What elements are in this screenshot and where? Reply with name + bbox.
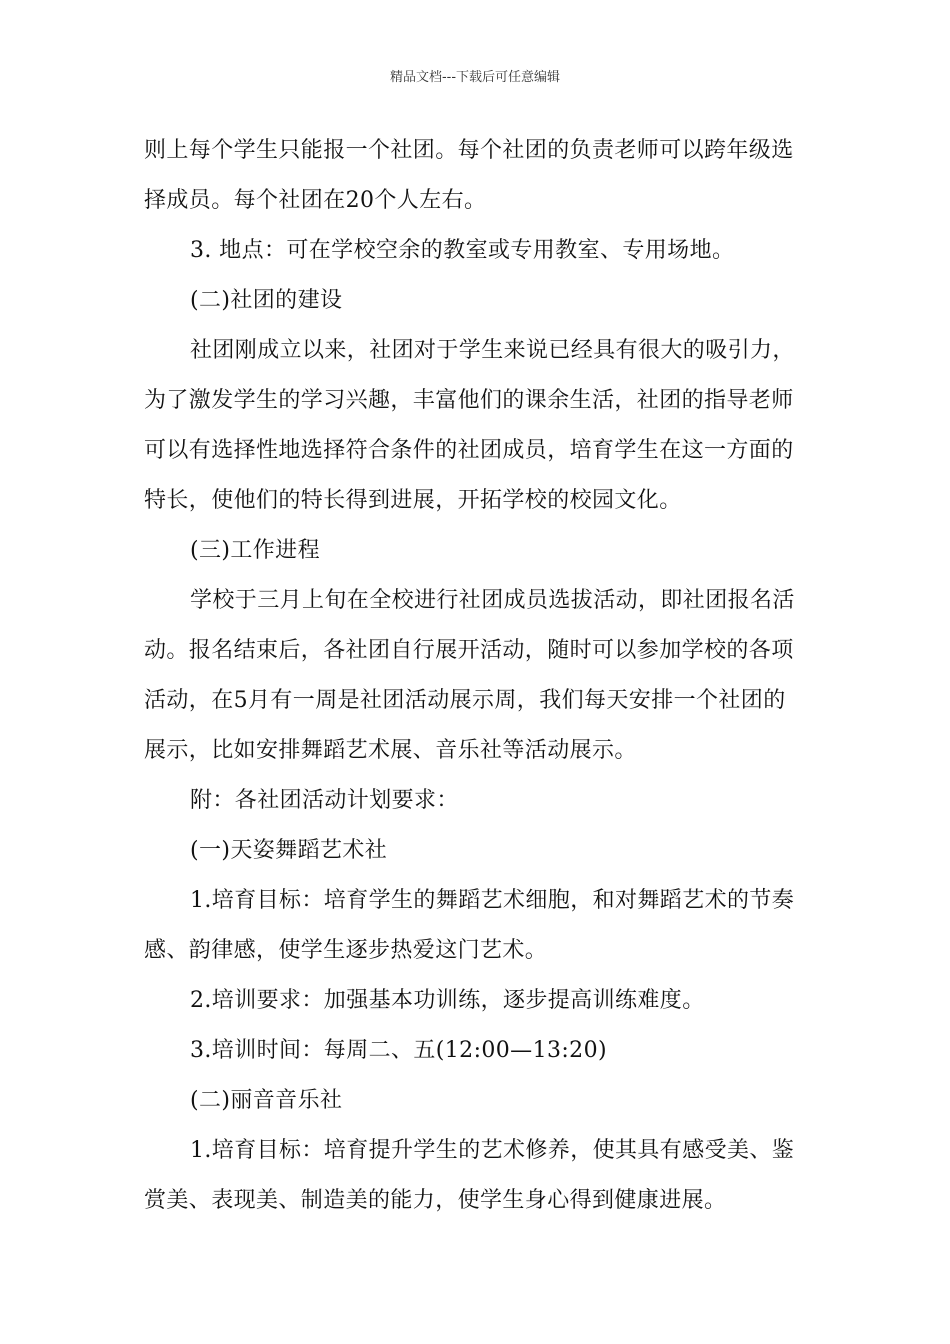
paragraph-line: 2.培训要求：加强基本功训练，逐步提高训练难度。	[190, 988, 705, 1013]
section-heading: (一)天姿舞蹈艺术社	[190, 838, 388, 863]
paragraph-line: 可以有选择性地选择符合条件的社团成员，培育学生在这一方面的	[144, 438, 794, 463]
paragraph-line: 特长，使他们的特长得到进展，开拓学校的校园文化。	[144, 488, 682, 513]
paragraph-line: 附：各社团活动计划要求：	[190, 788, 459, 813]
paragraph-line: 则上每个学生只能报一个社团。每个社团的负责老师可以跨年级选	[144, 138, 794, 163]
paragraph-line: 动。报名结束后，各社团自行展开活动，随时可以参加学校的各项	[144, 638, 794, 663]
section-heading: (二)丽音音乐社	[190, 1088, 343, 1113]
paragraph-line: 学校于三月上旬在全校进行社团成员选拔活动，即社团报名活	[190, 588, 795, 613]
paragraph-line: 3.培训时间：每周二、五(12:00—13:20)	[190, 1038, 607, 1063]
paragraph-line: 为了激发学生的学习兴趣，丰富他们的课余生活，社团的指导老师	[144, 388, 794, 413]
page-header: 精品文档---下载后可任意编辑	[389, 70, 561, 85]
paragraph-line: 赏美、表现美、制造美的能力，使学生身心得到健康进展。	[144, 1188, 727, 1213]
paragraph-line: 活动，在5月有一周是社团活动展示周，我们每天安排一个社团的	[144, 688, 786, 713]
paragraph-line: 择成员。每个社团在20个人左右。	[144, 188, 487, 213]
paragraph-line: 感、韵律感，使学生逐步热爱这门艺术。	[144, 938, 548, 963]
paragraph-line: 展示，比如安排舞蹈艺术展、音乐社等活动展示。	[144, 738, 637, 763]
section-heading: (三)工作进程	[190, 538, 320, 563]
paragraph-line: 社团刚成立以来，社团对于学生来说已经具有很大的吸引力，	[190, 338, 795, 363]
section-heading: (二)社团的建设	[190, 288, 343, 313]
paragraph-line: 1.培育目标：培育学生的舞蹈艺术细胞，和对舞蹈艺术的节奏	[190, 888, 795, 913]
paragraph-line: 1.培育目标：培育提升学生的艺术修养，使其具有感受美、鉴	[190, 1138, 795, 1163]
paragraph-line: 3. 地点：可在学校空余的教室或专用教室、专用场地。	[190, 238, 735, 263]
